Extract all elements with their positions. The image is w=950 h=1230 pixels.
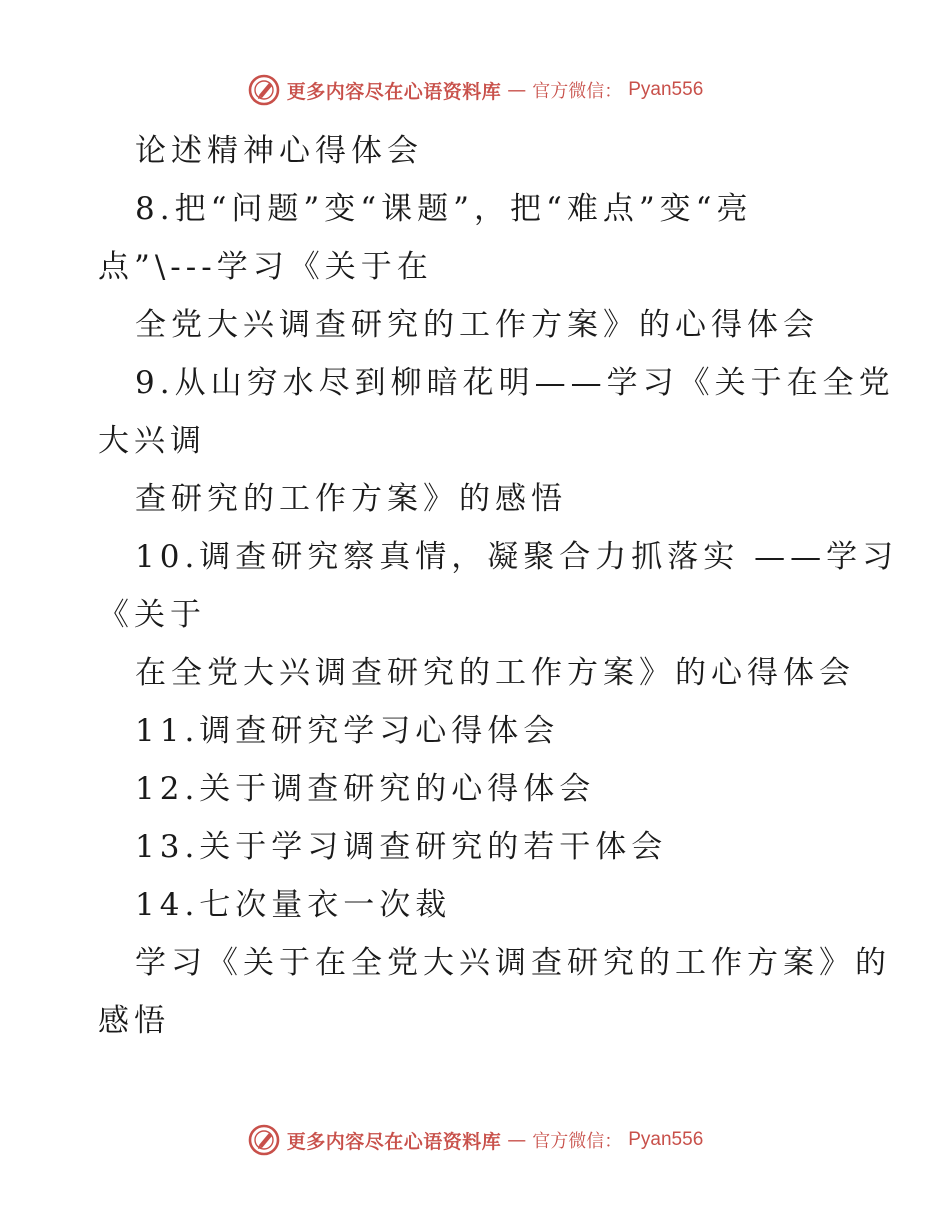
text-line: 大兴调 bbox=[98, 423, 206, 459]
watermark-dash: — bbox=[507, 79, 527, 101]
text-line: 12.关于调查研究的心得体会 bbox=[135, 771, 596, 807]
footer-watermark bbox=[0, 1120, 950, 1160]
watermark-brand-text: 更多内容尽在心语资料库 bbox=[286, 80, 502, 103]
watermark-brand-text: 更多内容尽在心语资料库 bbox=[286, 1130, 502, 1153]
watermark-account-id: Pyan556 bbox=[628, 1129, 704, 1150]
text-line: 在全党大兴调查研究的工作方案》的心得体会 bbox=[135, 655, 855, 691]
text-line: 查研究的工作方案》的感悟 bbox=[135, 481, 567, 517]
text-line: 11.调查研究学习心得体会 bbox=[135, 713, 560, 749]
text-line: 论述精神心得体会 bbox=[135, 133, 423, 169]
watermark-account-id: Pyan556 bbox=[628, 79, 704, 100]
text-line: 感悟 bbox=[98, 1003, 170, 1039]
text-line: 14.七次量衣一次裁 bbox=[135, 887, 452, 923]
header-watermark bbox=[0, 70, 950, 110]
watermark-group bbox=[247, 1123, 704, 1157]
text-line: 10.调查研究察真情，凝聚合力抓落实 ——学习 bbox=[135, 539, 899, 575]
watermark-dash: — bbox=[507, 1129, 527, 1151]
document-body bbox=[98, 122, 899, 1050]
text-line: 点”\---学习《关于在 bbox=[98, 249, 433, 285]
text-line: 全党大兴调查研究的工作方案》的心得体会 bbox=[135, 307, 819, 343]
text-line: 13.关于学习调查研究的若干体会 bbox=[135, 829, 668, 865]
watermark-group bbox=[247, 73, 704, 107]
pen-nib-logo-icon bbox=[247, 1123, 281, 1157]
watermark-official-label: 官方微信： bbox=[532, 81, 623, 102]
text-line: 学习《关于在全党大兴调查研究的工作方案》的 bbox=[135, 945, 891, 981]
pen-nib-logo-icon bbox=[247, 73, 281, 107]
watermark-official-label: 官方微信： bbox=[532, 1131, 623, 1152]
text-line: 《关于 bbox=[98, 597, 206, 633]
text-line: 9.从山穷水尽到柳暗花明——学习《关于在全党 bbox=[135, 365, 895, 401]
text-line: 8.把“问题”变“课题”，把“难点”变“亮 bbox=[135, 191, 753, 227]
